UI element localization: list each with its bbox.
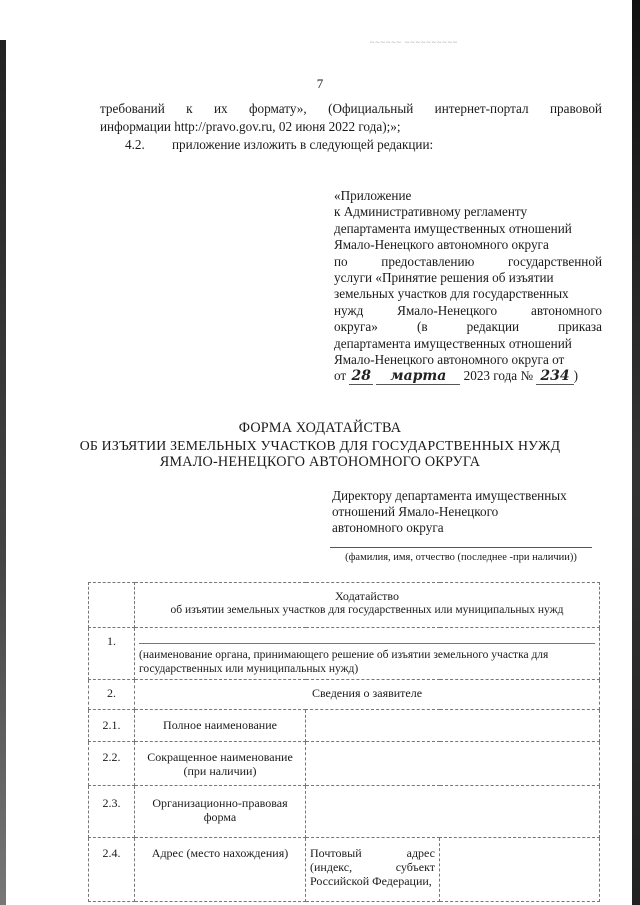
addressee-caption: (фамилия, имя, отчество (последнее -при наличии)) [345,552,577,563]
postal-address-value[interactable] [440,838,600,902]
appendix-line: «Приложение [334,188,412,203]
appendix-line: департамента имущественных отношений [334,220,572,236]
appendix-line: к Административному регламенту [334,204,528,220]
table-row [89,583,600,628]
legal-form-value[interactable] [306,786,600,838]
date-close: ) [573,368,578,384]
appendix-date-line [334,368,602,384]
form-header-title: Ходатайство [335,589,399,603]
authority-cell[interactable] [135,628,600,680]
appendix-line: округа» (в редакции приказа [334,319,602,335]
addressee-line: автономного округа [332,520,444,535]
addressee-line: отношений Ямало-Ненецкого [332,504,499,519]
date-month-handwritten: марта [376,368,460,385]
full-name-label: Полное наименование [135,710,306,742]
date-year: 2023 года № [463,368,534,384]
form-title-1: ФОРМА ХОДАТАЙСТВА [238,420,402,436]
postal-address-label: Почтовый адрес (индекс, субъект Российской Федерации, [306,838,440,902]
table-row [89,838,600,902]
authority-caption: (наименование органа, принимающего решение об изъятии земельного участка для государственных или муниципальных нужд) [139,649,549,675]
form-header-subtitle: об изъятии земельных участков для государственных или муниципальных нужд [170,604,564,616]
legal-form-label: Организационно-правовая форма [135,786,306,838]
date-day-handwritten: 28 [351,368,371,385]
form-title-2: ОБ ИЗЪЯТИИ ЗЕМЕЛЬНЫХ УЧАСТКОВ ДЛЯ ГОСУДАРСТВЕННЫХ НУЖД [79,438,561,453]
intro-line-1: требований к их формату», (Официальный интернет-портал правовой [100,101,602,116]
item-text: приложение изложить в следующей редакции: [172,137,434,152]
petition-form-table [88,582,600,902]
table-cell-empty [89,583,135,628]
appendix-line: нужд Ямало-Ненецкого автономного [334,302,602,318]
appendix-line: Ямало-Ненецкого автономного округа [334,237,549,253]
appendix-block [334,188,602,385]
addressee-name-field[interactable] [330,547,592,548]
table-row [89,786,600,838]
table-row [89,742,600,786]
table-row [89,680,600,710]
short-name-value[interactable] [306,742,600,786]
page-number: 7 [316,76,324,91]
appendix-line: по предоставлению государственной [334,253,602,269]
row-number: 2.4. [89,838,135,902]
intro-line-2: информации http://pravo.gov.ru, 02 июня 2022 года);»; [100,119,401,134]
applicant-section-title: Сведения о заявителе [135,680,600,710]
full-name-value[interactable] [306,710,600,742]
scan-noise: ~~~~~~ ~~~~~~~~~~ [370,38,459,47]
form-title-3: ЯМАЛО-НЕНЕЦКОГО АВТОНОМНОГО ОКРУГА [159,454,481,470]
appendix-line: Ямало-Ненецкого автономного округа от [334,352,565,368]
appendix-line: департамента имущественных отношений [334,335,572,351]
table-row [89,710,600,742]
row-number: 1. [89,628,135,680]
date-prefix: от [334,368,347,384]
addressee-line: Директору департамента имущественных [332,488,567,503]
form-header-cell [135,583,600,628]
row-number: 2.2. [89,742,135,786]
row-number: 2. [89,680,135,710]
row-number: 2.3. [89,786,135,838]
item-number: 4.2. [125,137,145,152]
address-label: Адрес (место нахождения) [135,838,306,902]
authority-input-line[interactable] [139,631,595,644]
row-number: 2.1. [89,710,135,742]
table-row [89,628,600,680]
appendix-line: услуги «Принятие решения об изъятии [334,270,554,286]
appendix-line: земельных участков для государственных [334,286,569,302]
doc-number-handwritten: 234 [536,368,573,385]
scan-left-edge [0,40,6,905]
addressee-block [332,488,567,536]
short-name-label: Сокращенное наименование (при наличии) [135,742,306,786]
